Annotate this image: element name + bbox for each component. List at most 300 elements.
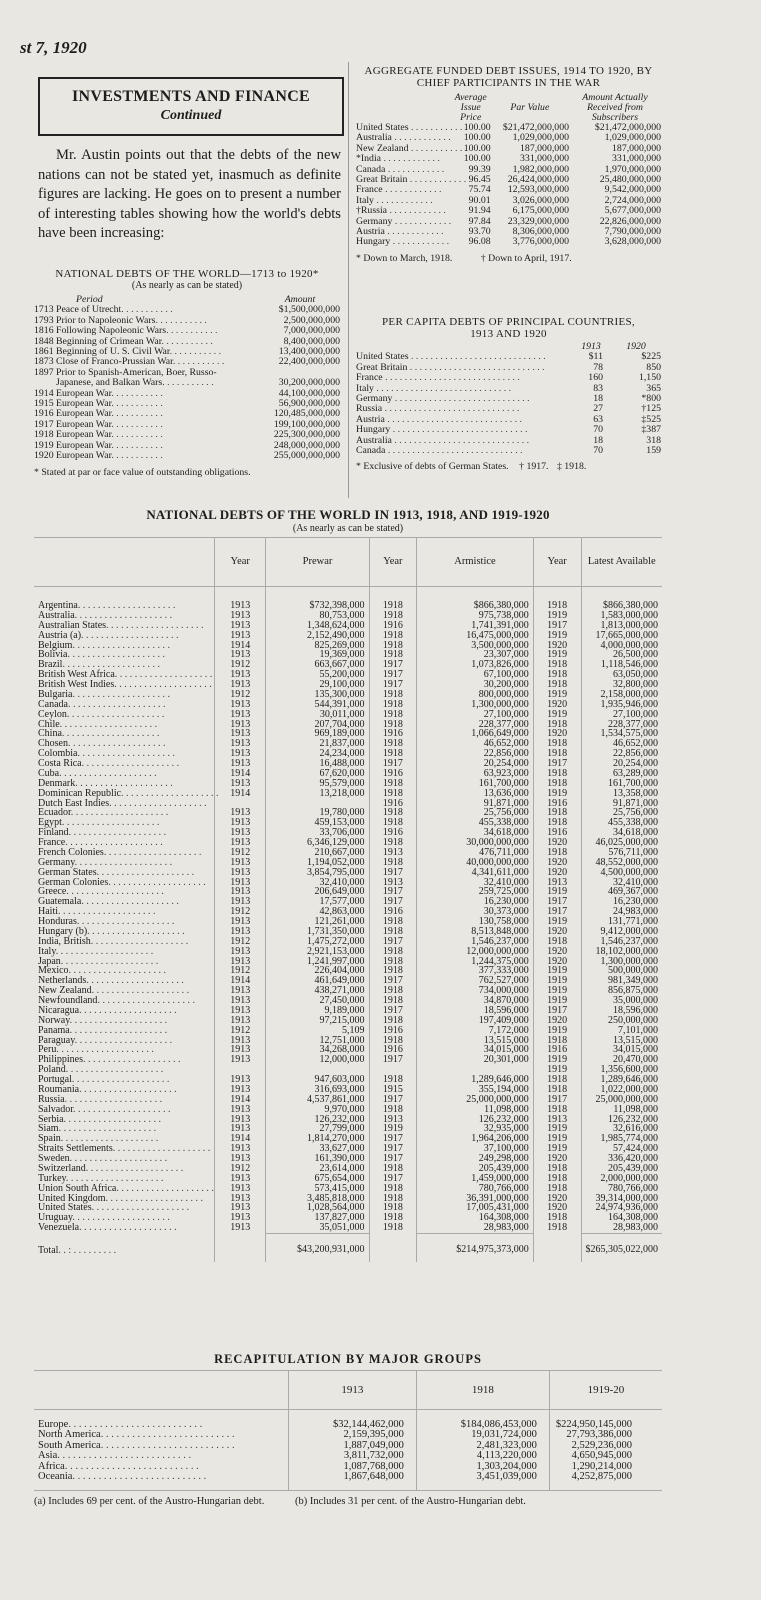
row-price: 100.00 <box>463 122 491 133</box>
row-year-armistice: 1916 <box>369 1045 417 1055</box>
row-prewar: 1,348,624,000 <box>266 621 369 631</box>
row-price: 91.94 <box>468 205 491 217</box>
row-1913: 70 <box>593 445 603 457</box>
dot-leader: . . . . . . . . . . . . . . . . . . . . <box>73 1103 171 1115</box>
dot-leader: . . . . . . . . . . . . . . . . . . . . <box>61 728 160 740</box>
row-year: 1861 <box>34 346 54 358</box>
row-received: 9,542,000,000 <box>604 184 661 196</box>
dot-leader: . . . . . . . . . . . . <box>384 226 444 238</box>
row-price: 90.01 <box>468 194 491 206</box>
dot-leader: . . . . . . . . . . . . <box>381 153 440 165</box>
row-country-text: Salvador <box>38 1103 73 1115</box>
row-year-prewar: 1913 <box>215 1016 266 1026</box>
row-country-text: Philippines <box>38 1054 84 1066</box>
row-latest: 7,101,000 <box>581 1026 662 1036</box>
row-country-text: Great Britain <box>356 361 408 373</box>
dot-leader: . . . . . . . . . . . . . . . . . . . . <box>75 777 173 789</box>
row-amount: 30,200,000,000 <box>278 377 340 389</box>
footnote-1: * Down to March, 1918. <box>356 252 453 264</box>
dot-leader: . . . . . . . . . . . . . . . . . . . . . . . . . . . . <box>384 413 522 425</box>
row-armistice: 228,377,000 <box>417 720 534 730</box>
row-country-text: Ceylon <box>38 708 67 720</box>
footnote-2: † 1917. <box>519 461 549 473</box>
row-year-prewar: 1912 <box>215 690 266 700</box>
row-year-prewar: 1912 <box>215 937 266 947</box>
row-country-text: Australia <box>356 434 392 446</box>
row-year-latest: 1919 <box>533 690 581 700</box>
dot-leader: . . . . . . . . . . . . . . . . . . . . <box>71 1074 170 1085</box>
row-armistice: 20,254,000 <box>417 759 534 769</box>
row-1919-20: 2,529,236,000 <box>549 1441 662 1451</box>
row-year-latest: 1918 <box>533 660 581 670</box>
dot-leader: . . . . . . . . . . . . . . . . . . . . <box>58 1123 157 1135</box>
row-prewar: 461,649,000 <box>266 976 369 986</box>
row-country-text: Colombia <box>38 748 78 760</box>
dot-leader: . . . . . . . . . . . . . . . . . . . . <box>109 797 207 809</box>
row-armistice: 455,338,000 <box>417 818 534 828</box>
row-country-text: Belgium <box>38 639 73 651</box>
row-year-latest: 1918 <box>533 1174 581 1184</box>
national-debts-1913-1920-table <box>34 507 662 1262</box>
row-year-prewar: 1913 <box>215 808 266 818</box>
row-year: 1918 <box>34 429 54 441</box>
row-country-text: Brazil <box>38 659 63 671</box>
row-year-armistice: 1918 <box>369 739 417 749</box>
row-country-text: Roumania <box>38 1083 80 1095</box>
row-year-latest: 1918 <box>533 587 581 611</box>
row-year-armistice: 1918 <box>369 631 417 641</box>
row-year-prewar: 1913 <box>215 878 266 888</box>
row-year-latest: 1920 <box>533 947 581 957</box>
dot-leader: . . . . . . . . . . . . . . . . . . . . . . . . . . <box>57 1450 192 1462</box>
row-year-latest: 1918 <box>533 769 581 779</box>
row-year-latest: 1918 <box>533 848 581 858</box>
row-country-text: Switzerland <box>38 1162 86 1174</box>
dot-leader: . . . . . . . . . . . . . . . . . . . . <box>81 758 180 769</box>
row-armistice: 476,711,000 <box>417 848 534 858</box>
row-year-prewar: 1912 <box>215 1026 266 1036</box>
col-header-year-latest: Year <box>533 538 581 587</box>
column-divider <box>348 62 349 498</box>
col-header-price: Average Issue Price <box>454 92 487 123</box>
row-prewar: 21,837,000 <box>266 739 369 749</box>
row-year-latest: 1919 <box>533 966 581 976</box>
row-period-text: Beginning of Crimean War <box>56 335 162 347</box>
row-year-prewar: 1913 <box>215 749 266 759</box>
row-1918: 19,031,724,000 <box>416 1430 549 1440</box>
row-price: 100.00 <box>463 142 491 154</box>
row-latest: 16,230,000 <box>581 897 662 907</box>
total-latest: $265,305,022,000 <box>581 1234 662 1262</box>
row-year-armistice: 1918 <box>369 1075 417 1085</box>
row-year-prewar: 1913 <box>215 670 266 680</box>
row-armistice: 377,333,000 <box>417 966 534 976</box>
row-country-text: Sweden <box>38 1153 70 1164</box>
row-1920: 850 <box>646 361 661 373</box>
row-period-text: European War <box>56 418 112 430</box>
recapitulation-table <box>34 1352 662 1507</box>
row-latest: 91,871,000 <box>581 799 662 809</box>
row-year-prewar: 1913 <box>215 1085 266 1095</box>
row-prewar: 969,189,000 <box>266 729 369 739</box>
dot-leader: . . . . . . . . . . . . . . . . . . . . <box>105 1192 203 1204</box>
row-prewar: 573,415,000 <box>266 1184 369 1194</box>
row-prewar: 663,667,000 <box>266 660 369 670</box>
row-latest: 856,875,000 <box>581 986 662 996</box>
col-header-armistice: Armistice <box>417 538 534 587</box>
row-armistice: 25,756,000 <box>417 808 534 818</box>
row-prewar: 161,390,000 <box>266 1154 369 1164</box>
row-year-armistice: 1918 <box>369 1105 417 1115</box>
row-armistice: 8,513,848,000 <box>417 927 534 937</box>
row-year-latest: 1920 <box>533 700 581 710</box>
row-country-text: France <box>38 837 66 848</box>
row-received: 187,000,000 <box>612 142 661 154</box>
row-year-prewar: 1913 <box>215 818 266 828</box>
row-latest: 1,985,774,000 <box>581 1134 662 1144</box>
dot-leader: . . . . . . . . . . . . . . . . . . . . <box>66 708 165 720</box>
row-country-text: Mexico <box>38 965 69 977</box>
row-armistice: 1,066,649,000 <box>417 729 534 739</box>
row-armistice: 16,230,000 <box>417 897 534 907</box>
footnote-2: † Down to April, 1917. <box>480 252 572 264</box>
row-armistice: 1,459,000,000 <box>417 1174 534 1184</box>
row-armistice: 1,964,206,000 <box>417 1134 534 1144</box>
row-country-text: Denmark <box>38 777 76 789</box>
row-latest: 161,700,000 <box>581 779 662 789</box>
row-latest: 18,102,000,000 <box>581 947 662 957</box>
row-par: 12,593,000,000 <box>507 184 569 196</box>
row-year-prewar: 1913 <box>215 1006 266 1016</box>
dot-leader: . . . . . . . . . . . . . . . . . . . . <box>61 817 160 829</box>
row-armistice: 4,341,611,000 <box>417 868 534 878</box>
row-year-armistice: 1917 <box>369 759 417 769</box>
row-prewar: 97,215,000 <box>266 1016 369 1026</box>
col-header-received: Amount Actually Received from Subscribers <box>582 92 648 123</box>
row-armistice: 30,373,000 <box>417 907 534 917</box>
row-armistice: 7,172,000 <box>417 1026 534 1036</box>
dot-leader: . . . . . . . . . . . . . . . . . . . . <box>79 1222 177 1234</box>
row-year-armistice: 1918 <box>369 1036 417 1046</box>
row-armistice: 1,300,000,000 <box>417 700 534 710</box>
row-year-latest: 1920 <box>533 957 581 967</box>
dot-leader: . . . . . . . . . . . . . . . . . . . . <box>96 866 195 878</box>
row-armistice: 205,439,000 <box>417 1164 534 1174</box>
row-latest: 20,470,000 <box>581 1055 662 1065</box>
row-armistice: 355,194,000 <box>417 1085 534 1095</box>
row-period-text: Beginning of U. S. Civil War <box>56 346 170 358</box>
row-received: 2,724,000,000 <box>604 194 661 206</box>
dot-leader: . . . . . . . . . . . . <box>407 174 467 186</box>
row-armistice: 1,289,646,000 <box>417 1075 534 1085</box>
dot-leader: . . . . . . . . . . . . . . . . . . . . <box>56 1044 154 1056</box>
row-year-armistice: 1916 <box>369 769 417 779</box>
footnotes <box>356 461 661 472</box>
row-country-text: Dutch East Indies <box>38 797 110 809</box>
row-country-text: Cuba <box>38 767 60 779</box>
row-latest: 1,300,000,000 <box>581 957 662 967</box>
row-latest: 981,349,000 <box>581 976 662 986</box>
row-armistice: 780,766,000 <box>417 1184 534 1194</box>
row-country-text: Bolivia <box>38 649 68 661</box>
row-year-armistice: 1917 <box>369 670 417 680</box>
row-armistice: 161,700,000 <box>417 779 534 789</box>
dot-leader: . . . . . . . . . . . . . . . . . . . . . . . . . . <box>68 1419 203 1430</box>
row-price: 75.74 <box>468 184 491 196</box>
section-title: INVESTMENTS AND FINANCE <box>71 88 311 105</box>
dot-leader: . . . . . . . . . . . . . . . . . . . . . . . . . . . . <box>382 403 520 415</box>
row-year-latest: 1917 <box>533 1095 581 1105</box>
row-prewar: 35,051,000 <box>266 1223 369 1233</box>
row-armistice: 16,475,000,000 <box>417 631 534 641</box>
row-year: 1916 <box>34 408 54 420</box>
row-country-text: Panama <box>38 1024 70 1036</box>
row-year-prewar: 1913 <box>215 1184 266 1194</box>
row-country-text: Australia <box>356 132 392 144</box>
dot-leader: . . . . . . . . . . . . . . . . . . . . <box>79 1083 177 1095</box>
row-prewar: 4,537,861,000 <box>266 1095 369 1105</box>
row-latest: 25,000,000,000 <box>581 1095 662 1105</box>
dot-leader: . . . . . . . . . . . . . . . . . . . . <box>74 609 173 621</box>
row-year-prewar: 1913 <box>215 720 266 730</box>
dot-leader: . . . . . . . . . . . . . . . . . . . . <box>112 1143 211 1155</box>
row-country-text: France <box>356 184 383 196</box>
row-armistice: 32,410,000 <box>417 878 534 888</box>
row-year-latest: 1919 <box>533 917 581 927</box>
row-prewar: 13,218,000 <box>266 789 369 799</box>
row-country-text: New Zealand <box>38 985 92 997</box>
footnote-1: * Exclusive of debts of German States. <box>356 461 509 473</box>
row-1918: 3,451,039,000 <box>416 1472 549 1491</box>
row-prewar: 33,706,000 <box>266 828 369 838</box>
row-year-prewar: 1913 <box>215 611 266 621</box>
row-received: 7,790,000,000 <box>604 226 661 238</box>
row-prewar: 34,268,000 <box>266 1045 369 1055</box>
row-year-prewar: 1913 <box>215 700 266 710</box>
row-1918: 1,303,204,000 <box>416 1462 549 1472</box>
row-prewar: 33,627,000 <box>266 1144 369 1154</box>
dot-leader: . . . . . . . . . . . <box>169 346 222 358</box>
row-year-latest: 1920 <box>533 641 581 651</box>
row-year-latest: 1918 <box>533 1036 581 1046</box>
row-prewar: 1,475,272,000 <box>266 937 369 947</box>
row-latest: 13,358,000 <box>581 789 662 799</box>
row-country-text: Dominican Republic <box>38 787 122 799</box>
row-year-armistice: 1916 <box>369 799 417 809</box>
footnote-a: (a) Includes 69 per cent. of the Austro-Hungarian debt. <box>34 1496 265 1508</box>
dot-leader: . . . . . . . . . . . . . . . . . . . . . . . . . . <box>100 1439 235 1451</box>
row-year-latest: 1918 <box>533 808 581 818</box>
row-prewar: 1,731,350,000 <box>266 927 369 937</box>
row-1913: $32,144,462,000 <box>288 1410 416 1431</box>
row-country-text: British West Africa <box>38 669 115 681</box>
col-header-1913: 1913 <box>581 341 601 352</box>
row-year-prewar: 1913 <box>215 957 266 967</box>
row-1913: 2,159,395,000 <box>288 1430 416 1440</box>
dot-leader: . . . . . . . . . . . . . . . . . . . . <box>60 1133 159 1145</box>
row-year-armistice: 1917 <box>369 1095 417 1105</box>
row-latest: 4,000,000,000 <box>581 641 662 651</box>
row-year-armistice: 1918 <box>369 986 417 996</box>
row-year-armistice: 1918 <box>369 1194 417 1204</box>
row-latest: 20,254,000 <box>581 759 662 769</box>
row-prewar: 19,780,000 <box>266 808 369 818</box>
row-amount: 2,500,000,000 <box>283 314 340 326</box>
row-country-text: Australian States <box>38 619 107 631</box>
row-prewar: 32,410,000 <box>266 878 369 888</box>
row-prewar: 6,346,129,000 <box>266 838 369 848</box>
row-latest: 1,546,237,000 <box>581 937 662 947</box>
row-latest: 228,377,000 <box>581 720 662 730</box>
dot-leader: . . . . . . . . . . . . . . . . . . . . <box>68 827 167 839</box>
row-latest: 24,983,000 <box>581 907 662 917</box>
row-year-latest: 1919 <box>533 996 581 1006</box>
col-header-year-armistice: Year <box>369 538 417 587</box>
row-received: 25,480,000,000 <box>599 174 661 186</box>
row-year-prewar: 1913 <box>215 1144 266 1154</box>
row-period-text: European War <box>56 429 112 441</box>
row-year-armistice: 1918 <box>369 966 417 976</box>
col-header-1919-20: 1919-20 <box>549 1371 662 1410</box>
row-year-latest: 1919 <box>533 1134 581 1144</box>
row-country-text: Canada <box>356 163 386 175</box>
row-year-armistice: 1918 <box>369 1213 417 1223</box>
dot-leader: . . . . . . . . . . . . . . . . . . . . <box>81 629 179 641</box>
row-country-text: *India <box>356 153 382 165</box>
row-received: 331,000,000 <box>612 153 661 165</box>
row-latest: 46,652,000 <box>581 739 662 749</box>
row-country-text: Austria <box>356 226 385 238</box>
row-armistice: 130,758,000 <box>417 917 534 927</box>
row-country-text: Netherlands <box>38 975 87 987</box>
dot-leader: . . . . . . . . . . . . . . . . . . . . . . . . . . . . <box>408 351 546 363</box>
row-year-latest: 1918 <box>533 1075 581 1085</box>
row-1913: 78 <box>593 361 603 373</box>
row-year: 1713 <box>34 304 54 316</box>
row-armistice: 30,200,000 <box>417 680 534 690</box>
dot-leader: . . . . . . . . . . . . . . . . . . . . <box>103 846 202 858</box>
row-year-prewar: 1913 <box>215 739 266 749</box>
dot-leader: . . . . . . . . . . . . . . . . . . . . . . . . . . <box>64 1460 199 1472</box>
row-prewar: 207,704,000 <box>266 720 369 730</box>
row-country-text: Bulgaria <box>38 688 73 700</box>
row-year: 1793 <box>34 314 54 326</box>
row-latest: 17,665,000,000 <box>581 631 662 641</box>
row-latest: 32,616,000 <box>581 1124 662 1134</box>
row-year-armistice: 1916 <box>369 907 417 917</box>
dot-leader: . . . . . . . . . . . <box>111 398 163 410</box>
row-latest: 1,534,575,000 <box>581 729 662 739</box>
row-1919-20: 4,650,945,000 <box>549 1451 662 1461</box>
row-year-prewar: 1912 <box>215 907 266 917</box>
row-year-latest: 1920 <box>533 1203 581 1213</box>
row-par: $21,472,000,000 <box>502 122 569 133</box>
row-received: 1,970,000,000 <box>604 163 661 175</box>
table-subtitle: (As nearly as can be stated) <box>131 280 243 291</box>
row-year-prewar: 1913 <box>215 680 266 690</box>
row-1913: 83 <box>593 382 603 394</box>
row-prewar: 1,241,997,000 <box>266 957 369 967</box>
row-year-armistice: 1917 <box>369 1006 417 1016</box>
row-country-text: Austria (a) <box>38 629 82 641</box>
row-armistice: 40,000,000,000 <box>417 858 534 868</box>
row-year-armistice: 1918 <box>369 1203 417 1213</box>
row-armistice: 11,098,000 <box>417 1105 534 1115</box>
row-armistice: 18,596,000 <box>417 1006 534 1016</box>
row-year-armistice: 1918 <box>369 808 417 818</box>
row-year-armistice: 1918 <box>369 1164 417 1174</box>
row-year-latest: 1919 <box>533 611 581 621</box>
row-latest: 2,158,000,000 <box>581 690 662 700</box>
row-par: 1,029,000,000 <box>512 132 569 144</box>
row-year-prewar: 1913 <box>215 1105 266 1115</box>
row-1919-20: 27,793,386,000 <box>549 1430 662 1440</box>
dot-leader: . . . . . . . . . . . . . . . . . . . . <box>60 955 159 967</box>
dot-leader: . . . . . . . . . . . . . . . . . . . . . . . . . . . . <box>407 361 545 373</box>
row-period-text: European War <box>56 387 112 399</box>
col-header-latest: Latest Available <box>581 538 662 587</box>
row-country-text: Newfoundland <box>38 995 98 1006</box>
row-period-text: Peace of Utrecht <box>56 304 122 316</box>
row-year-prewar: 1913 <box>215 1154 266 1164</box>
row-year-armistice: 1918 <box>369 927 417 937</box>
row-year-armistice: 1918 <box>369 611 417 621</box>
row-latest: 27,100,000 <box>581 710 662 720</box>
row-armistice: 800,000,000 <box>417 690 534 700</box>
row-country-text: United States <box>356 351 409 363</box>
row-country-text: Russia <box>356 403 383 415</box>
row-latest: 32,800,000 <box>581 680 662 690</box>
row-year-armistice: 1918 <box>369 957 417 967</box>
row-period-text: European War <box>56 450 112 462</box>
dot-leader: . . . . . . . . . . . . . . . . . . . . <box>63 1113 162 1125</box>
row-year-armistice: 1918 <box>369 858 417 868</box>
row-latest: 22,856,000 <box>581 749 662 759</box>
row-year-latest: 1919 <box>533 1124 581 1134</box>
row-year-armistice: 1917 <box>369 937 417 947</box>
row-armistice: 126,232,000 <box>417 1115 534 1125</box>
dot-leader: . . . . . . . . . . . . . . . . . . . . . . . . . . . . <box>385 445 523 457</box>
row-country-text: Australia <box>38 609 75 621</box>
row-prewar: 121,261,000 <box>266 917 369 927</box>
table-title-2: CHIEF PARTICIPANTS IN THE WAR <box>416 77 601 89</box>
row-period-text: European War <box>56 408 112 420</box>
row-armistice: 91,871,000 <box>417 799 534 809</box>
row-latest: 32,410,000 <box>581 878 662 888</box>
table-row <box>34 1472 662 1491</box>
row-country-text: Finland <box>38 827 69 839</box>
row-country-text: Argentina <box>38 600 78 611</box>
row-country-text: Great Britain <box>356 174 408 186</box>
dot-leader: . . . . . . . . . . . <box>111 450 163 462</box>
row-year-latest: 1918 <box>533 1085 581 1095</box>
row-country-text: Chile <box>38 718 60 730</box>
row-year-latest: 1918 <box>533 1213 581 1223</box>
row-year-prewar: 1914 <box>215 1095 266 1105</box>
dot-leader: . . . . . . . . . . . <box>161 335 213 347</box>
row-year-prewar: 1913 <box>215 1045 266 1055</box>
row-group-text: North America <box>38 1429 101 1441</box>
row-armistice: 28,983,000 <box>417 1223 534 1233</box>
row-country-text: Portugal <box>38 1074 72 1085</box>
row-country-text: Hungary <box>356 424 391 436</box>
row-year-armistice: 1917 <box>369 887 417 897</box>
row-year-armistice: 1918 <box>369 1184 417 1194</box>
dot-leader: . . . . . . . . . . . . . . . . . . . . <box>68 698 166 710</box>
row-country <box>356 446 571 456</box>
row-year-prewar: 1912 <box>215 848 266 858</box>
row-year-latest: 1919 <box>533 789 581 799</box>
